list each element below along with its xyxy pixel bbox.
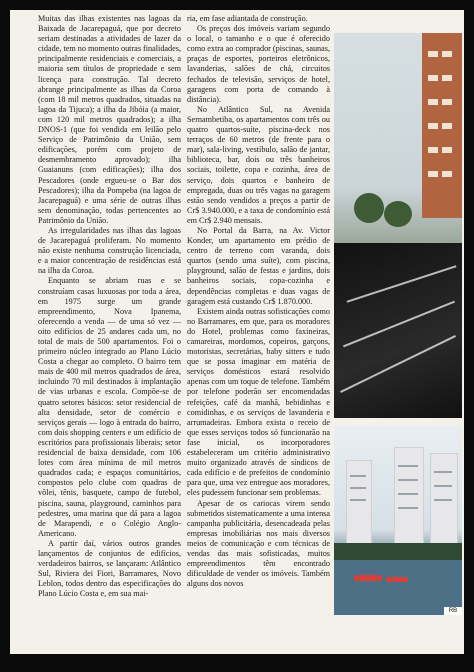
paragraph: Muitas das ilhas existentes nas lagoas da Baixada de Jacarepaguá, que por decreto seriam destinadas a atividades de lazer da cidade, tem no momento outras finalidades, principalmente residenciais e comerciais, a maioria sem títulos de propriedade e sem licença para construção. Tal decreto abrange principalmente as ilhas da Coroa (com 18 mil metros quadrados, situadas na lagoa da Tijuca); a ilha da Jibóia (a maior, com 120 mil metros quadrados); a ilha DNOS-1 (que foi vendida em leilão pelo Serviço de Patrimônio da União, sem edificações, porém com projeto de desmembramento aprovado); ilha Guaianuns (com edificações); ilha dos Pescadores (onde ergueu-se o Bar dos Pescadores); ilha da Pompeba (na lagoa de Jacarepaguá) e uma série de outras ilhas sem denominação, todas pertencentes ao Patrimônio da União.	[38, 14, 181, 225]
paragraph: Apesar de os cariocas virem sendo submetidos sistematicamente a uma intensa campanha publicitária, desencadeada pelas empresas imobiliárias nos mais diversos meios de comunicação e com técnicas de vendas das mais sofisticadas, muitos empreendimentos têm encontrado dificuldade de vender os imóveis. Também alguns dos novos	[187, 498, 330, 589]
paragraph: A partir daí, vários outros grandes lançamentos de conjuntos de edifícios, verdadeiros bairros, se lançaram: Atlântico Sul, Riviera dei Fiori, Barramares, Novo Leblon, todos dentro das especificações do Plano Lúcio Costa e, em sua mai-	[38, 538, 181, 599]
paragraph: No Portal da Barra, na Av. Victor Konder, um apartamento em prédio de centro de terreno com varanda, dois quartos (sendo uma suíte), com piscina, playground, salão de festas e jardins, dois banheiros sociais, copa-cozinha e dependências completas e duas vagas de garagem está custando Cr$ 1.870.000.	[187, 225, 330, 306]
paragraph: Enquanto se abriam ruas e se construíam casas luxuosas por toda a área, em 1975 surge um grande empreendimento, Nova Ipanema, oferecendo a venda — de uma só vez — oito edifícios de 25 andares cada um, no total de mais de 500 apartamentos. Foi o primeiro núcleo integrado ao Plano Lúcio Costa a chegar ao completo. O bairro tem mais de 400 mil metros quadrados de área, incluindo 70 mil destinados à implantação de vias urbanas e escola. Compõe-se de quatro setores básicos: setor residencial de alta densidade, setor de comércio e serviços gerais — logo à entrada do bairro, com dois shopping centers e um edifício de escritórios para profissionais liberais; setor residencial de baixa densidade, com 106 lotes com área mínima de mil metros quadrados cada; e espaços comunitários, compostos pelo clube com quadras de vôlei, tênis, basquete, campo de futebol, piscina, sauna, playground, caminhos para pedestres, uma marina que dá para a lagoa de Marapendi, e o Colégio Anglo-Americano.	[38, 276, 181, 538]
paragraph: No Atlântico Sul, na Avenida Sernambetiba, os apartamentos com três ou quatro quartos-suíte, piscina-deck nos terraços de 60 metros (de frente para o mar), sala-living, vestíbulo, salão de jantar, biblioteca, bar, dois ou três banheiros sociais, toilette, copa e cozinha, área de serviço, dois quartos e banheiro de empregada, duas ou três vagas na garagem estão sendo vendidos a preços a partir de Cr$ 3.940.000, e a taxa de condomínio está em Cr$ 2.940 mensais.	[187, 104, 330, 225]
photo-lagoon-buildings	[334, 425, 462, 615]
paragraph: Os preços dos imóveis variam segundo o local, o tamanho e o que é oferecido como extra ao comprador (piscinas, saunas, praças de esportes, porteiros eletrônicos, lavanderias, salões de chá, circuitos fechados de televisão, serviços de hotel, garagens com porta de comando à distância).	[187, 24, 330, 104]
paragraph: Existem ainda outras sofisticações como no Barramares, em que, para os moradores do Hotel, problemas como faxineiras, camareiras, mordomos, copeiros, garçons, motoristas, secretárias, baby sitters e tudo que se possa imaginar em matéria de serviços domésticos estará resolvido apenas com um toque de telefone. Também por telefone poderão ser encomendadas refeições, café da manhã, bebidinhas e comidinhas, e os serviços de lavanderia e arrumadeiras. Embora exista o receio de que esses serviços todos só funcionarão na fase inicial, os incorporadores estabeleceram um critério administrativo muito organizado através de síndicos de cada edifício e de prefeitos de condomínio para que, uma vez entregue aos moradores, eles pudessem funcionar sem problemas.	[187, 306, 330, 498]
boat	[386, 577, 408, 582]
building	[346, 460, 372, 547]
paragraph: ria, em fase adiantada de construção.	[187, 14, 308, 23]
paragraph: As irregularidades nas ilhas das lagoas de Jacarepaguá proliferam. No momento não existe nenhuma construção licenciada, e a maior concentração de residências está na ilha da Coroa.	[38, 225, 181, 276]
photo-building-pool	[334, 33, 462, 418]
building	[394, 447, 424, 547]
lagoon-water	[334, 560, 462, 615]
boat	[354, 575, 382, 581]
text-column-right	[187, 14, 330, 654]
text-column-left	[38, 14, 181, 654]
photo-credit-tag: RB	[444, 607, 462, 615]
